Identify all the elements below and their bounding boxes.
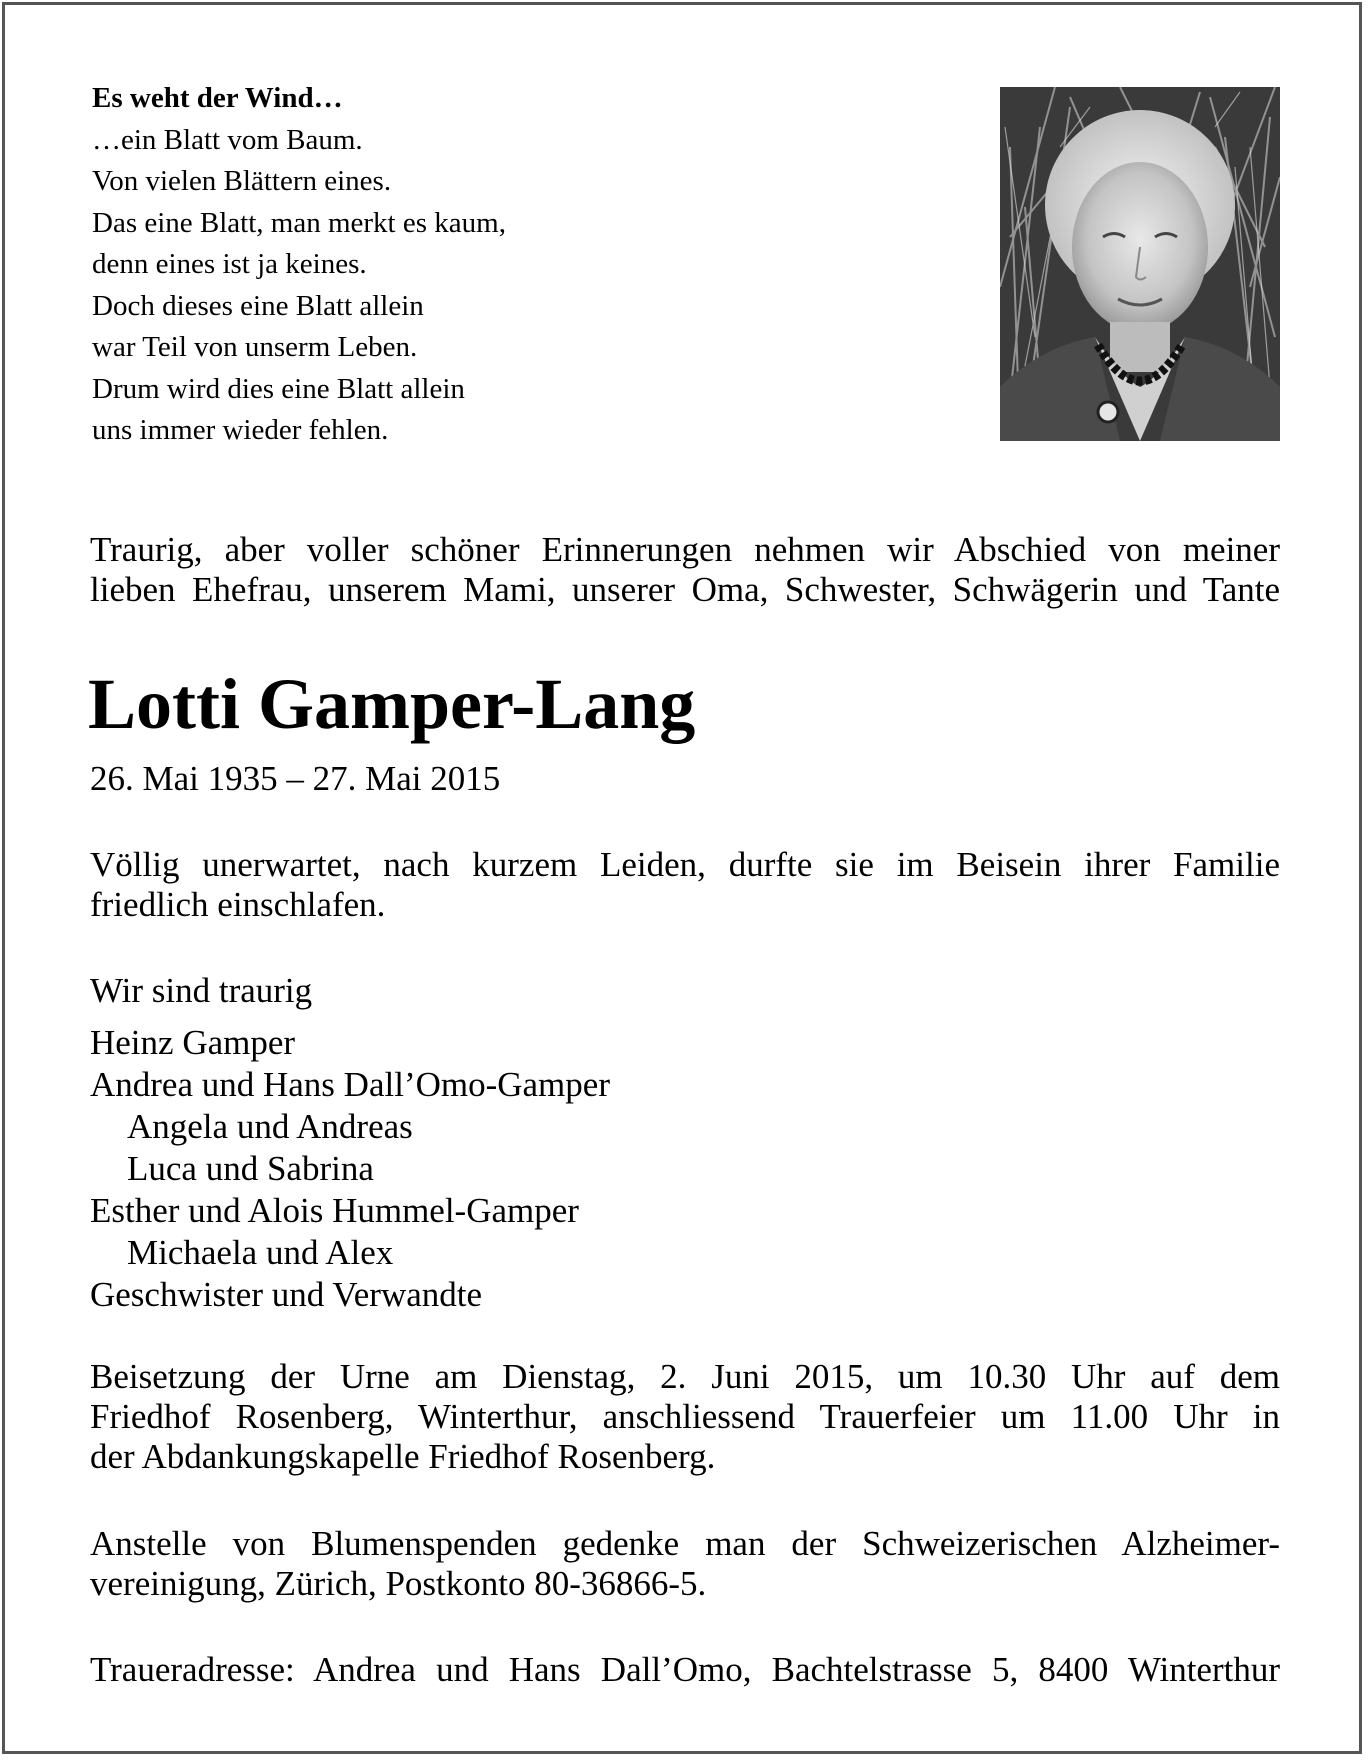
poem-line: Drum wird dies eine Blatt allein bbox=[92, 372, 465, 405]
poem-title: Es weht der Wind… bbox=[92, 82, 343, 114]
intro-text bbox=[90, 530, 1280, 610]
intro-line: Traurig, aber voller schöner Erinnerungen nehmen wir Abschied von meiner bbox=[90, 530, 1280, 569]
burial-info bbox=[90, 1357, 1280, 1477]
deceased-name: Lotti Gamper-Lang bbox=[88, 664, 696, 744]
burial-line: der Abdankungskapelle Friedhof Rosenberg. bbox=[90, 1437, 716, 1476]
mourner-name: Heinz Gamper bbox=[90, 1023, 296, 1062]
passing-text bbox=[90, 845, 1280, 925]
donation-info bbox=[90, 1524, 1280, 1604]
poem-line: Das eine Blatt, man merkt es kaum, bbox=[92, 206, 506, 239]
mourners-lead: Wir sind traurig bbox=[90, 971, 313, 1010]
intro-line: lieben Ehefrau, unserem Mami, unserer Oma, Schwester, Schwägerin und Tante bbox=[90, 570, 1280, 609]
burial-line: Friedhof Rosenberg, Winterthur, anschliessend Trauerfeier um 11.00 Uhr in bbox=[90, 1397, 1280, 1436]
poem-line: Von vielen Blättern eines. bbox=[92, 165, 392, 197]
poem-line: Doch dieses eine Blatt allein bbox=[92, 289, 424, 322]
donation-line: Anstelle von Blumenspenden gedenke man der Schweizerischen Alzheimer- bbox=[90, 1524, 1280, 1563]
mourner-name: Andrea und Hans Dall’Omo-Gamper bbox=[90, 1065, 610, 1104]
life-dates: 26. Mai 1935 – 27. Mai 2015 bbox=[90, 759, 501, 798]
mourner-name: Luca und Sabrina bbox=[127, 1149, 374, 1188]
poem-line: war Teil von unserm Leben. bbox=[92, 331, 418, 363]
mourner-name: Michaela und Alex bbox=[127, 1233, 394, 1272]
mourning-address: Traueradresse: Andrea und Hans Dall’Omo, Bachtelstrasse 5, 8400 Winterthur bbox=[90, 1650, 1280, 1689]
poem-line: uns immer wieder fehlen. bbox=[92, 414, 389, 446]
mourner-name: Geschwister und Verwandte bbox=[90, 1275, 483, 1314]
poem bbox=[92, 78, 712, 452]
poem-line: …ein Blatt vom Baum. bbox=[92, 123, 363, 156]
burial-line: Beisetzung der Urne am Dienstag, 2. Juni 2015, um 10.30 Uhr auf dem bbox=[90, 1357, 1280, 1396]
donation-line: vereinigung, Zürich, Postkonto 80-36866-5. bbox=[90, 1564, 707, 1603]
poem-line: denn eines ist ja keines. bbox=[92, 248, 367, 280]
mourner-name: Esther und Alois Hummel-Gamper bbox=[90, 1191, 579, 1230]
portrait-photo bbox=[1000, 87, 1280, 441]
mourner-name: Angela und Andreas bbox=[127, 1107, 413, 1146]
passing-line: friedlich einschlafen. bbox=[90, 885, 386, 924]
passing-line: Völlig unerwartet, nach kurzem Leiden, durfte sie im Beisein ihrer Familie bbox=[90, 845, 1280, 884]
mourners-list bbox=[90, 970, 610, 1316]
